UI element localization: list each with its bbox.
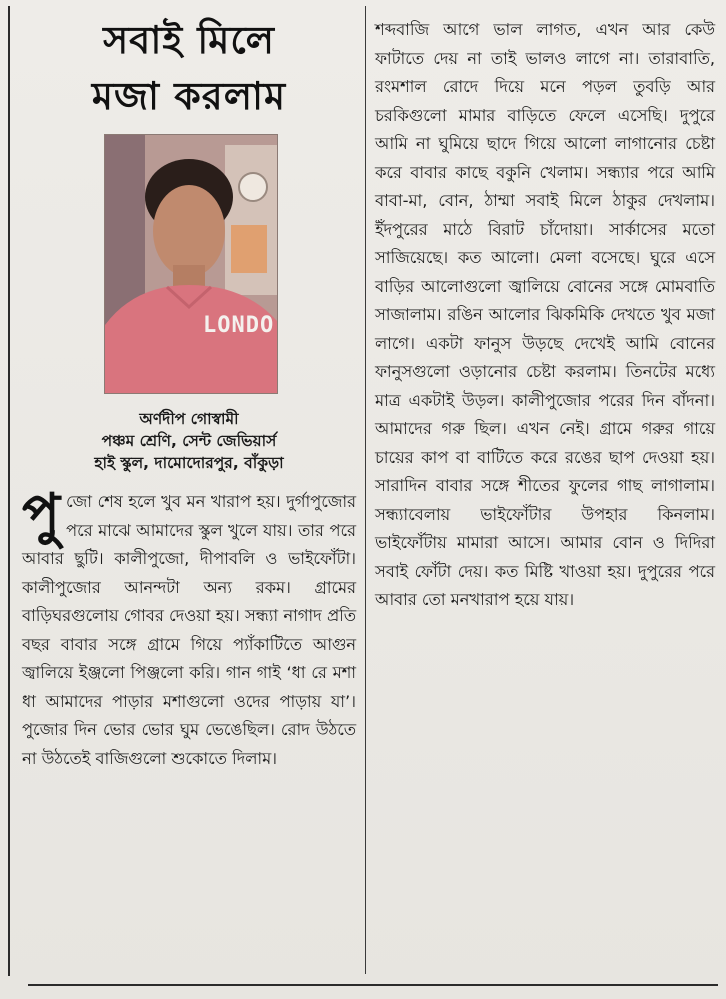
author-school: হাই স্কুল, দামোদোরপুর, বাঁকুড়া: [94, 454, 284, 472]
article-headline: [22, 12, 356, 124]
left-body-text: জো শেষ হলে খুব মন খারাপ হয়। দুর্গাপুজোর পরে মাঝে আমাদের স্কুল খুলে যায়। তার পরে আবার ছুটি। কালীপুজো, দীপাবলি ও ভাইফোঁটা। কালীপুজোর আনন্দটা অন্য রকম। গ্রামের বাড়িঘরগুলোয় গোবর দেওয়া হয়। সন্ধ্যা নাগাদ প্রতি বছর বাবার সঙ্গে গ্রামে গিয়ে প্যাঁকাটিতে আগুন জ্বালিয়ে ইঞ্জলো পিঞ্জলো করি। গান গাই ‘ধা রে মশা ধা আমাদের পাড়ার মশাগুলো ওদের পাড়ায় যা’। পুজোর দিন ভোর ভোর ঘুম ভেঙেছিল। রোদ উঠতে না উঠতেই বাজিগুলো শুকোতে দিলাম।: [22, 492, 356, 768]
column-divider: [365, 6, 366, 974]
bottom-border-rule: [28, 984, 718, 986]
shirt-print-text: LONDO: [203, 313, 275, 338]
left-border-rule: [8, 6, 10, 976]
drop-cap: পু: [22, 482, 61, 547]
left-body-block: [22, 482, 356, 773]
author-name: অর্ণদীপ গোস্বামী: [139, 410, 239, 428]
author-byline: [22, 408, 356, 474]
left-column: [22, 8, 356, 773]
headline-line-2: মজা করলাম: [91, 74, 287, 118]
author-photo: [104, 134, 278, 394]
headline-line-1: সবাই মিলে: [103, 18, 275, 62]
right-body-text: শব্দবাজি আগে ভাল লাগত, এখন আর কেউ ফাটাতে দেয় না তাই ভালও লাগে না। তারাবাতি, রংমশাল রোদে দিয়ে মনে পড়ল তুবড়ি আর চরকিগুলো মামার বাড়িতে ফেলে এসেছি। দুপুরে আমি না ঘুমিয়ে ছাদে গিয়ে আলো লাগানোর চেষ্টা করে বাবার কাছে বকুনি খেলাম। সন্ধ্যার পরে আমি বাবা-মা, বোন, ঠাম্মা সবাই মিলে ঠাকুর দেখলাম। ইঁদপুরের মাঠে বিরাট চাঁদোয়া। সার্কাসের মতো সাজিয়েছে। কত আলো। মেলা বসেছে। ঘুরে এসে বাড়ির আলোগুলো জ্বালিয়ে বোনের সঙ্গে মোমবাতি সাজালাম। রঙিন আলোর ঝিকমিকি দেখতে খুব মজা লাগে। একটা ফানুস উড়ছে দেখেই আমি বোনের ফানুসগুলো ওড়ানোর চেষ্টা করলাম। তিনটের মধ্যে মাত্র একটাই উড়ল। কালীপুজোর পরের দিন বাঁদনা। আমাদের গরু ছিল। এখন নেই। গ্রামে গরুর গায়ে চায়ের কাপ বা বাটিতে করে রঙের ছাপ দেওয়া হয়। সারাদিন বাবার সঙ্গে শীতের ফুলের গাছ লাগালাম। সন্ধ্যাবেলায় ভাইফোঁটার উপহার কিনলাম। ভাইফোঁটায় মামারা আসে। আমার বোন ও দিদিরা সবাই ফোঁটা দেয়। কত মিষ্টি খাওয়া হয়। দুপুরের পরে আবার তো মনখারাপ হয়ে যায়।: [375, 20, 715, 609]
author-photo-illustration: [105, 135, 277, 393]
right-column: [375, 16, 715, 615]
author-class: পঞ্চম শ্রেণি, সেন্ট জেভিয়ার্স: [101, 432, 277, 450]
